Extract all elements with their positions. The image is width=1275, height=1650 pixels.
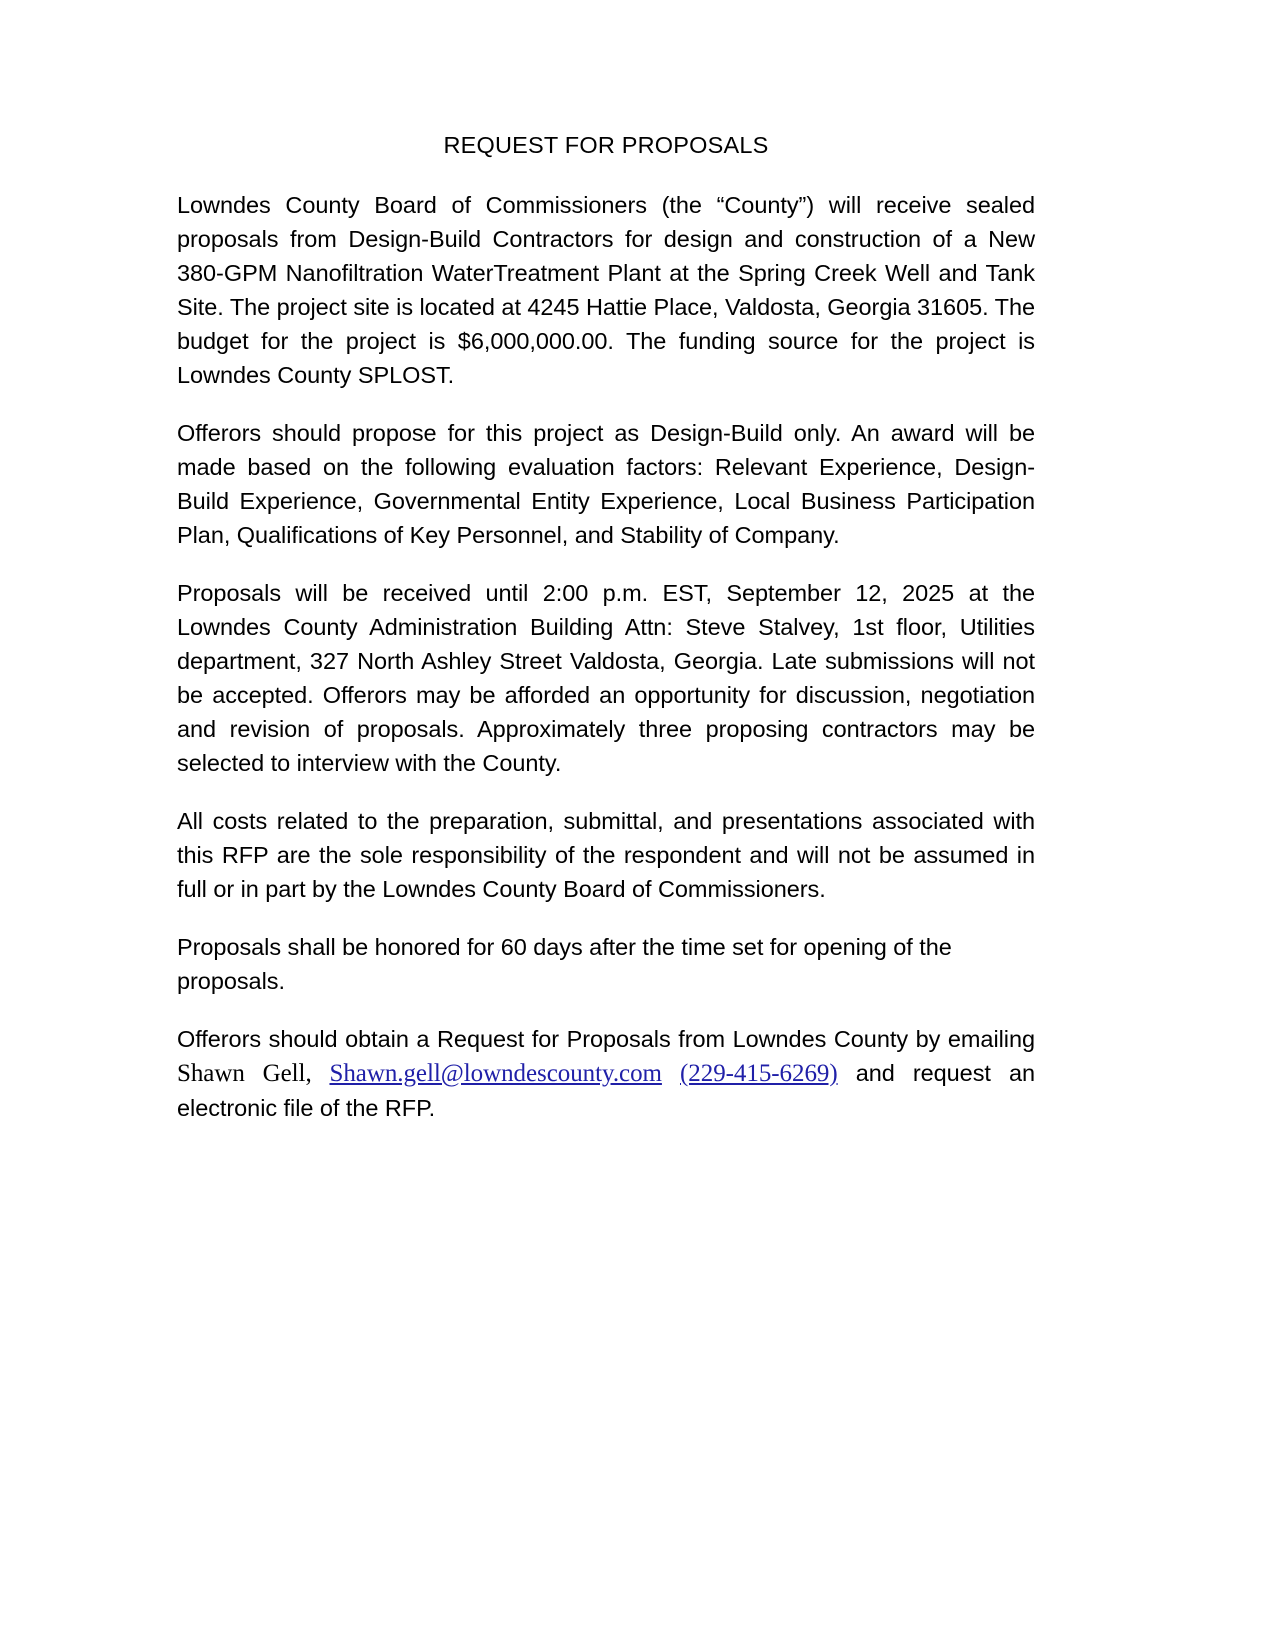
email-link[interactable]: Shawn.gell@lowndescounty.com — [329, 1059, 662, 1087]
page-title: REQUEST FOR PROPOSALS — [443, 132, 769, 158]
paragraph-project-overview: Lowndes County Board of Commissioners (the “County”) will receive sealed proposals from Design-Build Contractors for design and construction of a New 380-GPM Nanofiltration WaterTreatment Plant at the Spring Creek Well and Tank Site. The project site is located at 4245 Hattie Place, Valdosta, Georgia 31605. The budget for the project is $6,000,000.00. The funding source for the project is Lowndes County SPLOST. — [177, 191, 1035, 388]
paragraph-contact — [177, 1022, 1035, 1125]
paragraph-evaluation-factors: Offerors should propose for this project as Design-Build only. An award will be made based on the following evaluation factors: Relevant Experience, Design-Build Experience, Governmental Entity Experience, Local Business Participation Plan, Qualifications of Key Personnel, and Stability of Company. — [177, 419, 1035, 548]
contact-intro-text: Offerors should obtain a Request for Proposals from Lowndes County by emailing — [177, 1025, 1035, 1052]
contact-person-name: Shawn Gell, — [177, 1059, 330, 1087]
phone-link[interactable]: (229-415-6269) — [680, 1059, 838, 1087]
contact-outro-text: and request an electronic file of the RFP. — [177, 1059, 1036, 1121]
link-separator-space — [662, 1060, 680, 1086]
paragraph-submission-deadline: Proposals will be received until 2:00 p.m. EST, September 12, 2025 at the Lowndes County Administration Building Attn: Steve Stalvey, 1st floor, Utilities department, 327 North Ashley Street Valdosta, Georgia. Late submissions will not be accepted. Offerors may be afforded an opportunity for discussion, negotiation and revision of proposals. Approximately three proposing contractors may be selected to interview with the County. — [177, 579, 1035, 776]
paragraph-cost-responsibility: All costs related to the preparation, submittal, and presentations associated with this RFP are the sole responsibility of the respondent and will not be assumed in full or in part by the Lowndes County Board of Commissioners. — [177, 807, 1035, 902]
document-body — [177, 132, 1035, 1125]
paragraph-honor-period: Proposals shall be honored for 60 days after the time set for opening of the proposals. — [177, 933, 952, 994]
